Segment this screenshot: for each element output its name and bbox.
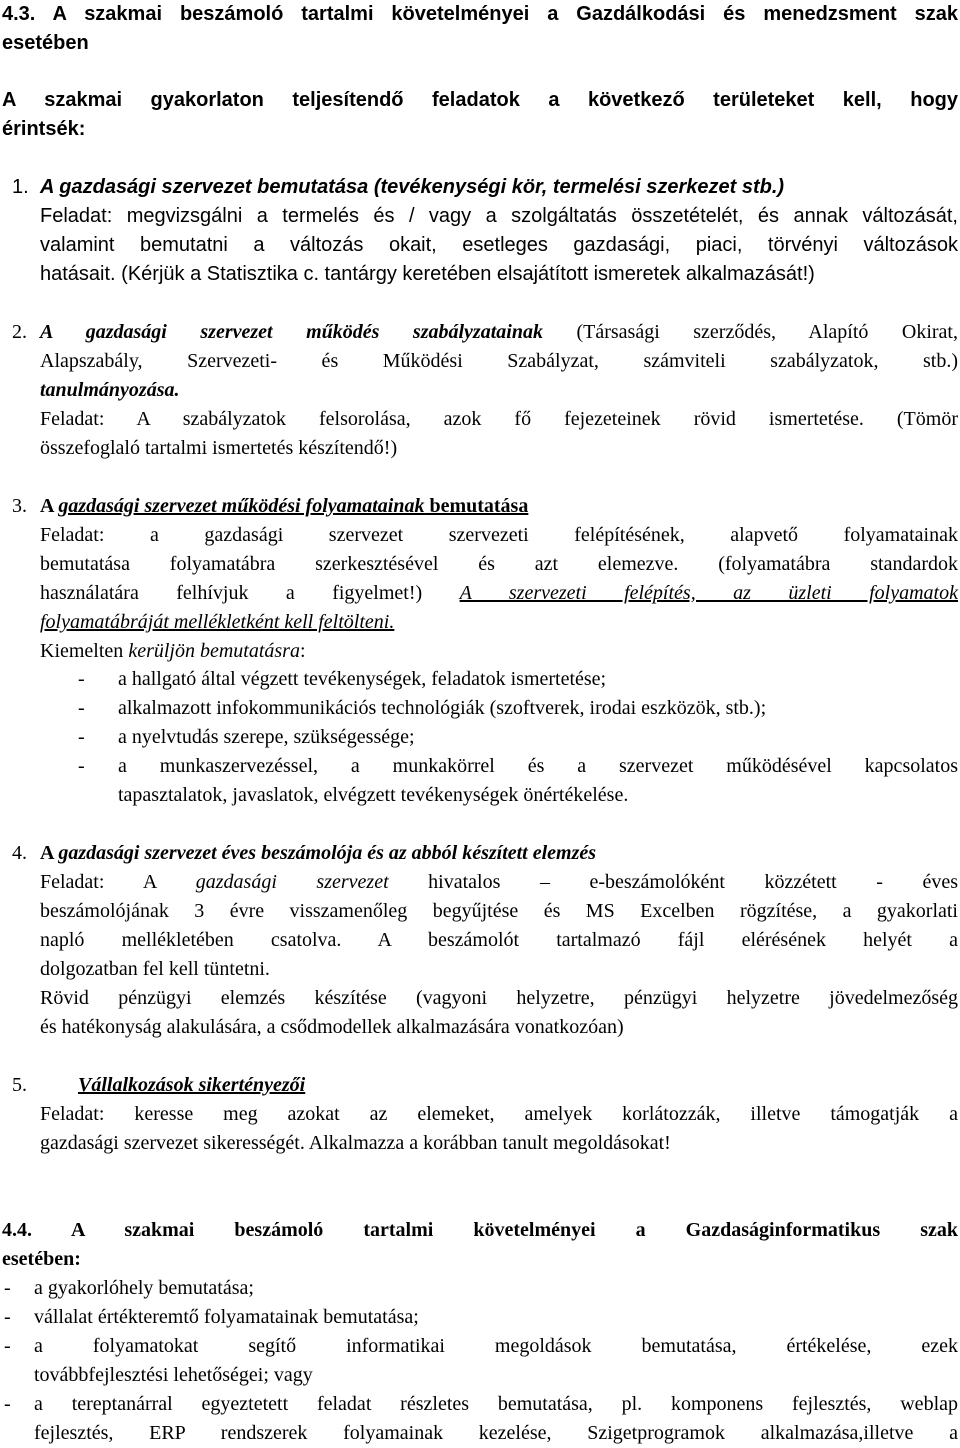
item-4-line4: dolgozatban fel kell tüntetni. (40, 958, 270, 980)
item-3-line1: Feladat: a gazdasági szervezet szervezeti felépítésének, alapvető folyamatainak (40, 524, 958, 546)
item-3-line5 (40, 639, 960, 663)
item-4-title-a: A (40, 842, 59, 864)
item-3-line5-b: kerüljön bemutatásra (128, 640, 300, 662)
bullet-dash: - (4, 1335, 11, 1357)
section-4-4-bullet-3-cont: továbbfejlesztési lehetőségei; vagy (34, 1364, 313, 1386)
section-4-3-intro-line1: A szakmai gyakorlaton teljesítendő feladatok a következő területeket kell, hogy (2, 89, 958, 111)
item-1-line1: Feladat: megvizsgálni a termelés és / vagy a szolgáltatás összetételét, és annak változását, (40, 205, 958, 227)
item-1-line3: hatásait. (Kérjük a Statisztika c. tantárgy keretében elsajátított ismeretek alkalmazását!) (40, 263, 815, 285)
item-3-line2: bemutatása folyamatábra szerkesztésével és azt elemezve. (folyamatábra standardok (40, 553, 958, 575)
item-2-line3: tanulmányozása. (40, 379, 180, 401)
item-3-bullet-1: a hallgató által végzett tevékenységek, feladatok ismertetése; (118, 668, 607, 690)
item-2-line2: Alapszabály, Szervezeti- és Működési Szabályzat, számviteli szabályzatok, stb.) (40, 350, 958, 372)
item-2-line4: Feladat: A szabályzatok felsorolása, azok fő fejezeteinek rövid ismertetése. (Tömör (40, 408, 958, 430)
item-4-title (40, 841, 960, 865)
item-1-line2: valamint bemutatni a változás okait, esetleges gazdasági, piaci, törvényi változások (40, 234, 958, 256)
section-4-4-bullet-2: vállalat értékteremtő folyamatainak bemutatása; (34, 1306, 419, 1328)
item-2-title: A gazdasági szervezet működés szabályzatainak (40, 321, 543, 343)
item-2-line5: összefoglaló tartalmi ismertetés készítendő!) (40, 437, 398, 459)
item-3-line3-b: A szervezeti felépítés, az üzleti folyamatok (459, 582, 958, 604)
item-2-number: 2. (12, 321, 27, 343)
item-3-bullet-3: a nyelvtudás szerepe, szükségessége; (118, 726, 415, 748)
item-3-line4: folyamatábráját mellékletként kell feltölteni. (40, 611, 395, 633)
section-4-3-title-line2: esetében (2, 32, 89, 54)
item-4-line1-c: hivatalos – e-beszámolóként közzétett - éves (388, 871, 958, 893)
section-4-4-bullet-1: a gyakorlóhely bemutatása; (34, 1277, 254, 1299)
item-3-line3-a: használatára felhívjuk a figyelmet!) (40, 582, 460, 604)
item-4-number: 4. (12, 842, 27, 864)
item-2-line1 (40, 320, 958, 344)
item-3-bullet-2: alkalmazott infokommunikációs technológiák (szoftverek, irodai eszközök, stb.); (118, 697, 767, 719)
bullet-dash: - (4, 1277, 11, 1299)
item-2-title-rest: (Társasági szerződés, Alapító Okirat, (542, 321, 958, 343)
bullet-dash: - (78, 668, 85, 690)
bullet-dash: - (78, 697, 85, 719)
item-3-line5-c: : (299, 640, 306, 662)
section-4-4-bullet-4: a tereptanárral egyeztetett feladat részletes bemutatása, pl. komponens fejlesztés, weblap (34, 1393, 958, 1415)
item-4-line1 (40, 870, 958, 894)
bullet-dash: - (78, 755, 85, 777)
item-5-line2: gazdasági szervezet sikerességét. Alkalmazza a korábban tanult megoldásokat! (40, 1132, 671, 1154)
item-1-title: A gazdasági szervezet bemutatása (tevékenységi kör, termelési szerkezet stb.) (40, 176, 785, 198)
item-5-number: 5. (12, 1074, 27, 1096)
item-3-line3 (40, 581, 958, 605)
item-4-line5: Rövid pénzügyi elemzés készítése (vagyoni helyzetre, pénzügyi helyzetre jövedelmezőség (40, 987, 958, 1009)
item-4-title-b: gazdasági szervezet éves beszámolója és az abból készített elemzés (58, 842, 597, 864)
item-4-line1-a: Feladat: A (40, 871, 196, 893)
section-4-4-bullet-4-cont: fejlesztés, ERP rendszerek folyamainak kezelése, Szigetprogramok alkalmazása,illetve a (34, 1422, 958, 1444)
section-4-3-intro-line2: érintsék: (2, 118, 86, 140)
item-3-number: 3. (12, 495, 27, 517)
item-3-title (40, 494, 960, 518)
item-4-line6: és hatékonyság alakulására, a csődmodellek alkalmazására vonatkozóan) (40, 1016, 624, 1038)
item-1-number: 1. (12, 176, 29, 198)
item-3-bullet-4-cont: tapasztalatok, javaslatok, elvégzett tevékenységek önértékelése. (118, 784, 629, 806)
item-3-line5-a: Kiemelten (40, 640, 129, 662)
item-3-title-b: gazdasági szervezet működési folyamatainak (58, 495, 425, 517)
bullet-dash: - (4, 1306, 11, 1328)
section-4-4-title-line2: esetében: (2, 1248, 81, 1270)
item-3-bullet-4: a munkaszervezéssel, a munkakörrel és a szervezet működésével kapcsolatos (118, 755, 958, 777)
item-5-line1: Feladat: keresse meg azokat az elemeket, amelyek korlátozzák, illetve támogatják a (40, 1103, 958, 1125)
item-4-line3: napló mellékletében csatolva. A beszámolót tartalmazó fájl elérésének helyét a (40, 929, 958, 951)
section-4-4-title-line1: 4.4. A szakmai beszámoló tartalmi követelményei a Gazdaságinformatikus szak (2, 1219, 958, 1241)
item-3-title-c: bemutatása (424, 495, 529, 517)
item-3-title-a: A (40, 495, 59, 517)
item-5-title: Vállalkozások sikertényezői (78, 1074, 306, 1096)
section-4-3-title-line1: 4.3. A szakmai beszámoló tartalmi követelményei a Gazdálkodási és menedzsment szak (2, 3, 958, 25)
item-4-line1-b: gazdasági szervezet (195, 871, 389, 893)
section-4-4-bullet-3: a folyamatokat segítő informatikai megoldások bemutatása, értékelése, ezek (34, 1335, 958, 1357)
bullet-dash: - (78, 726, 85, 748)
bullet-dash: - (4, 1393, 11, 1415)
item-4-line2: beszámolójának 3 évre visszamenőleg begyűjtése és MS Excelben rögzítése, a gyakorlati (40, 900, 958, 922)
